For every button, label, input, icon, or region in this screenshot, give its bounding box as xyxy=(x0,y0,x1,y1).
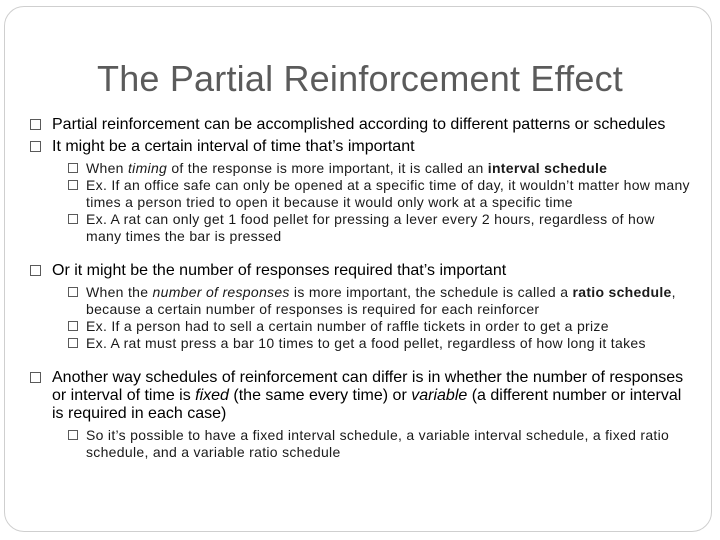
term-ratio-schedule: ratio schedule xyxy=(572,284,672,300)
sub-bullet-rat-lever-example xyxy=(68,211,690,245)
checkbox-bullet-icon xyxy=(30,119,41,130)
term-interval-schedule: interval schedule xyxy=(487,160,608,176)
sub-bullet-text: So it’s possible to have a fixed interval schedule, a variable interval schedule, a fixed ratio schedule, and a variable ratio schedule xyxy=(86,427,670,460)
checkbox-bullet-icon xyxy=(30,372,41,383)
bullet-text: Partial reinforcement can be accomplished according to different patterns or schedules xyxy=(52,116,666,133)
sub-bullet-rat-bar-example xyxy=(68,335,690,352)
checkbox-bullet-icon xyxy=(68,321,78,331)
bullet-text: It might be a certain interval of time that’s important xyxy=(52,138,415,155)
sub-bullet-interval-schedule xyxy=(68,160,690,177)
bullet-interval-of-time xyxy=(30,138,690,156)
slide-title: The Partial Reinforcement Effect xyxy=(97,58,623,99)
sub-bullet-office-safe-example xyxy=(68,177,690,211)
checkbox-bullet-icon xyxy=(68,338,78,348)
emphasis-variable: variable xyxy=(411,387,468,404)
checkbox-bullet-icon xyxy=(68,287,78,297)
sub-bullet-text: Ex. A rat must press a bar 10 times to get a food pellet, regardless of how long it takes xyxy=(86,335,646,351)
emphasis-timing: timing xyxy=(127,160,168,176)
checkbox-bullet-icon xyxy=(68,163,78,173)
sub-bullet-ratio-schedule xyxy=(68,284,690,318)
emphasis-number-of-responses: number of responses xyxy=(152,284,290,300)
bullet-number-of-responses xyxy=(30,262,690,280)
sub-bullet-raffle-example xyxy=(68,318,690,335)
checkbox-bullet-icon xyxy=(68,430,78,440)
emphasis-fixed: fixed xyxy=(195,387,229,404)
bullet-fixed-or-variable xyxy=(30,369,690,423)
sub-bullet-text: Ex. If a person had to sell a certain number of raffle tickets in order to get a prize xyxy=(86,318,609,334)
checkbox-bullet-icon xyxy=(68,214,78,224)
sub-bullet-four-schedules xyxy=(68,427,690,461)
sub-bullet-text: Ex. If an office safe can only be opened at a specific time of day, it wouldn’t matter how many times a person tried to open it because it would only work at a specific time xyxy=(86,177,690,210)
bullet-partial-reinforcement xyxy=(30,116,690,134)
bullet-text: Another way schedules of reinforcement can differ is in whether the number of responses or interval of time is fixed (the same every time) or variable (a different number or interval is required in each case) xyxy=(52,369,684,422)
checkbox-bullet-icon xyxy=(30,265,41,276)
sub-bullet-text: When timing of the response is more important, it is called an interval schedule xyxy=(86,160,608,176)
checkbox-bullet-icon xyxy=(30,141,41,152)
sub-bullet-text: When the number of responses is more important, the schedule is called a ratio schedule, because a certain number of responses is required for each reinforcer xyxy=(86,284,676,317)
bullet-text: Or it might be the number of responses required that’s important xyxy=(52,262,507,279)
slide-content xyxy=(30,116,690,461)
checkbox-bullet-icon xyxy=(68,180,78,190)
sub-bullet-text: Ex. A rat can only get 1 food pellet for pressing a lever every 2 hours, regardless of how many times the bar is pressed xyxy=(86,211,655,244)
